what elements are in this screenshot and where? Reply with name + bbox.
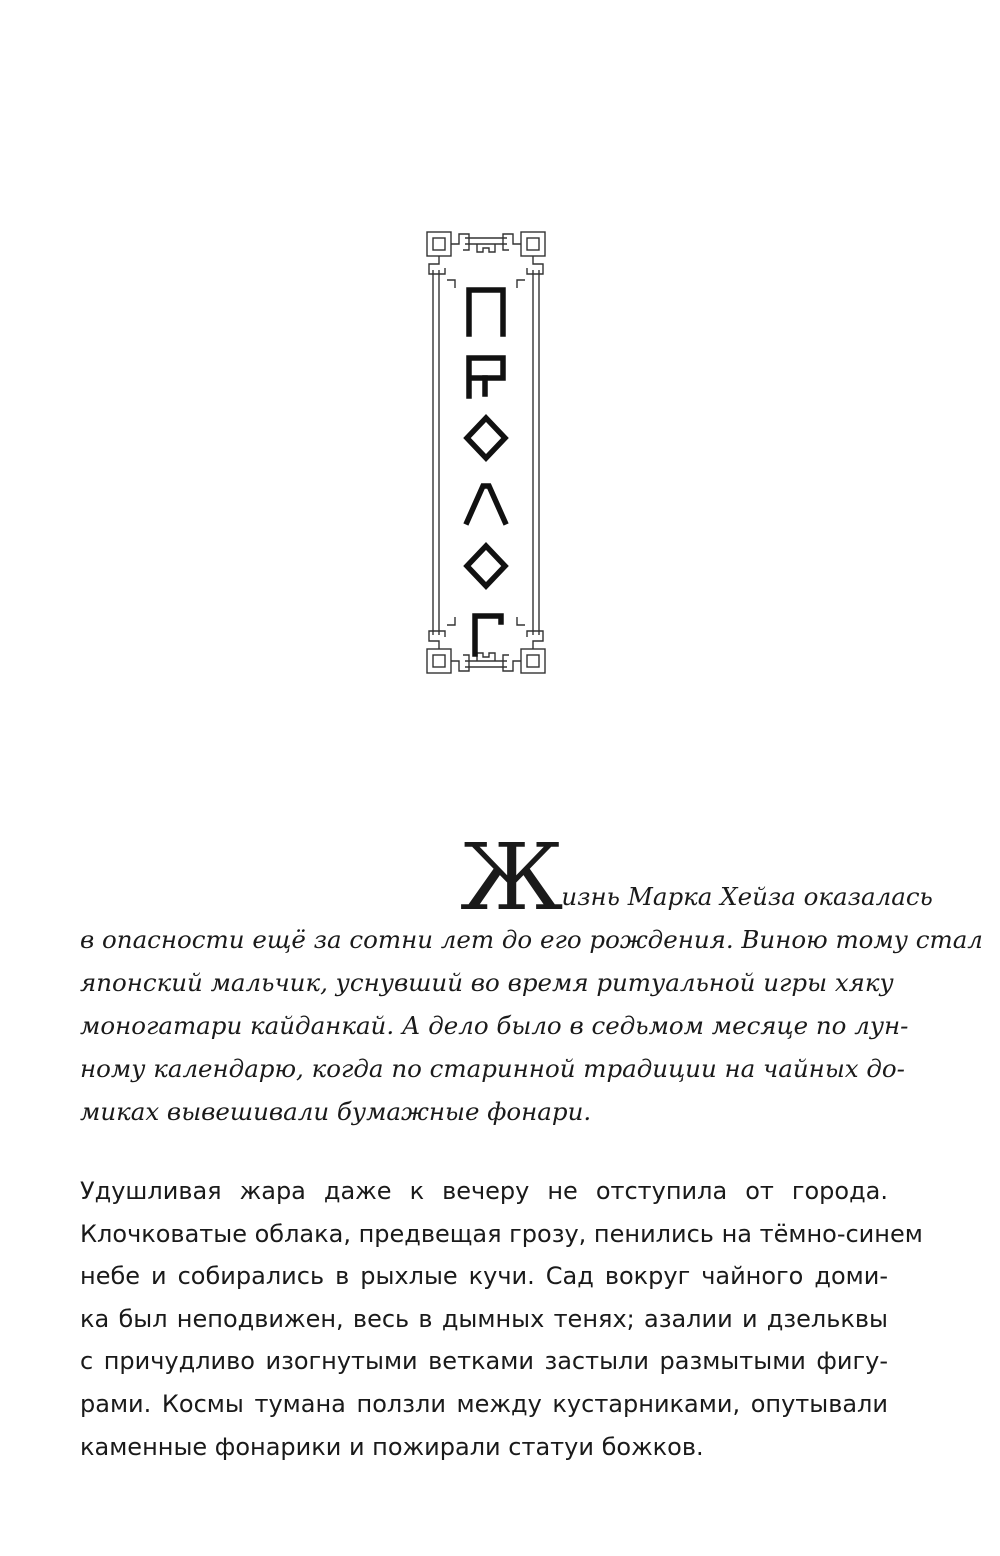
intro-first-line: [80, 824, 933, 931]
intro-line: моногатари кайданкай. А дело было в седьмом месяце по лун-: [80, 1011, 909, 1040]
title-letter: [456, 456, 516, 518]
chapter-title-frame: [425, 230, 547, 675]
intro-line: в опасности ещё за сотни лет до его рождения. Виною тому стал: [80, 925, 983, 954]
body-line: с причудливо изогнутыми ветками застыли размытыми фигу-: [80, 1347, 888, 1376]
chapter-title: [425, 270, 547, 642]
title-letter: [456, 332, 516, 394]
body-line: Удушливая жара даже к вечеру не отступила от города.: [80, 1177, 888, 1205]
drop-cap: Ж: [460, 824, 558, 931]
body-line: каменные фонарики и пожирали статуи божков.: [80, 1432, 704, 1461]
intro-line: японский мальчик, уснувший во время ритуальной игры хяку: [80, 968, 894, 997]
title-letter: [456, 580, 516, 642]
intro-paragraph: [80, 824, 983, 1133]
intro-line: изнь Марка Хейза оказалась: [561, 882, 933, 911]
intro-line: миках вывешивали бумажные фонари.: [80, 1097, 592, 1126]
body-line: ка был неподвижен, весь в дымных тенях; азалии и дзельквы: [80, 1304, 888, 1333]
title-letter: [456, 270, 516, 332]
body-line: небе и собирались в рыхлые кучи. Сад вокруг чайного доми-: [80, 1262, 888, 1291]
body-line: Клочковатые облака, предвещая грозу, пенились на тёмно-синем: [80, 1219, 923, 1248]
body-line: рами. Космы тумана ползли между кустарниками, опутывали: [80, 1389, 888, 1418]
title-letter: [456, 394, 516, 456]
title-letter: [456, 518, 516, 580]
body-paragraph: [80, 1170, 923, 1468]
intro-line: ному календарю, когда по старинной традиции на чайных до-: [80, 1054, 905, 1083]
